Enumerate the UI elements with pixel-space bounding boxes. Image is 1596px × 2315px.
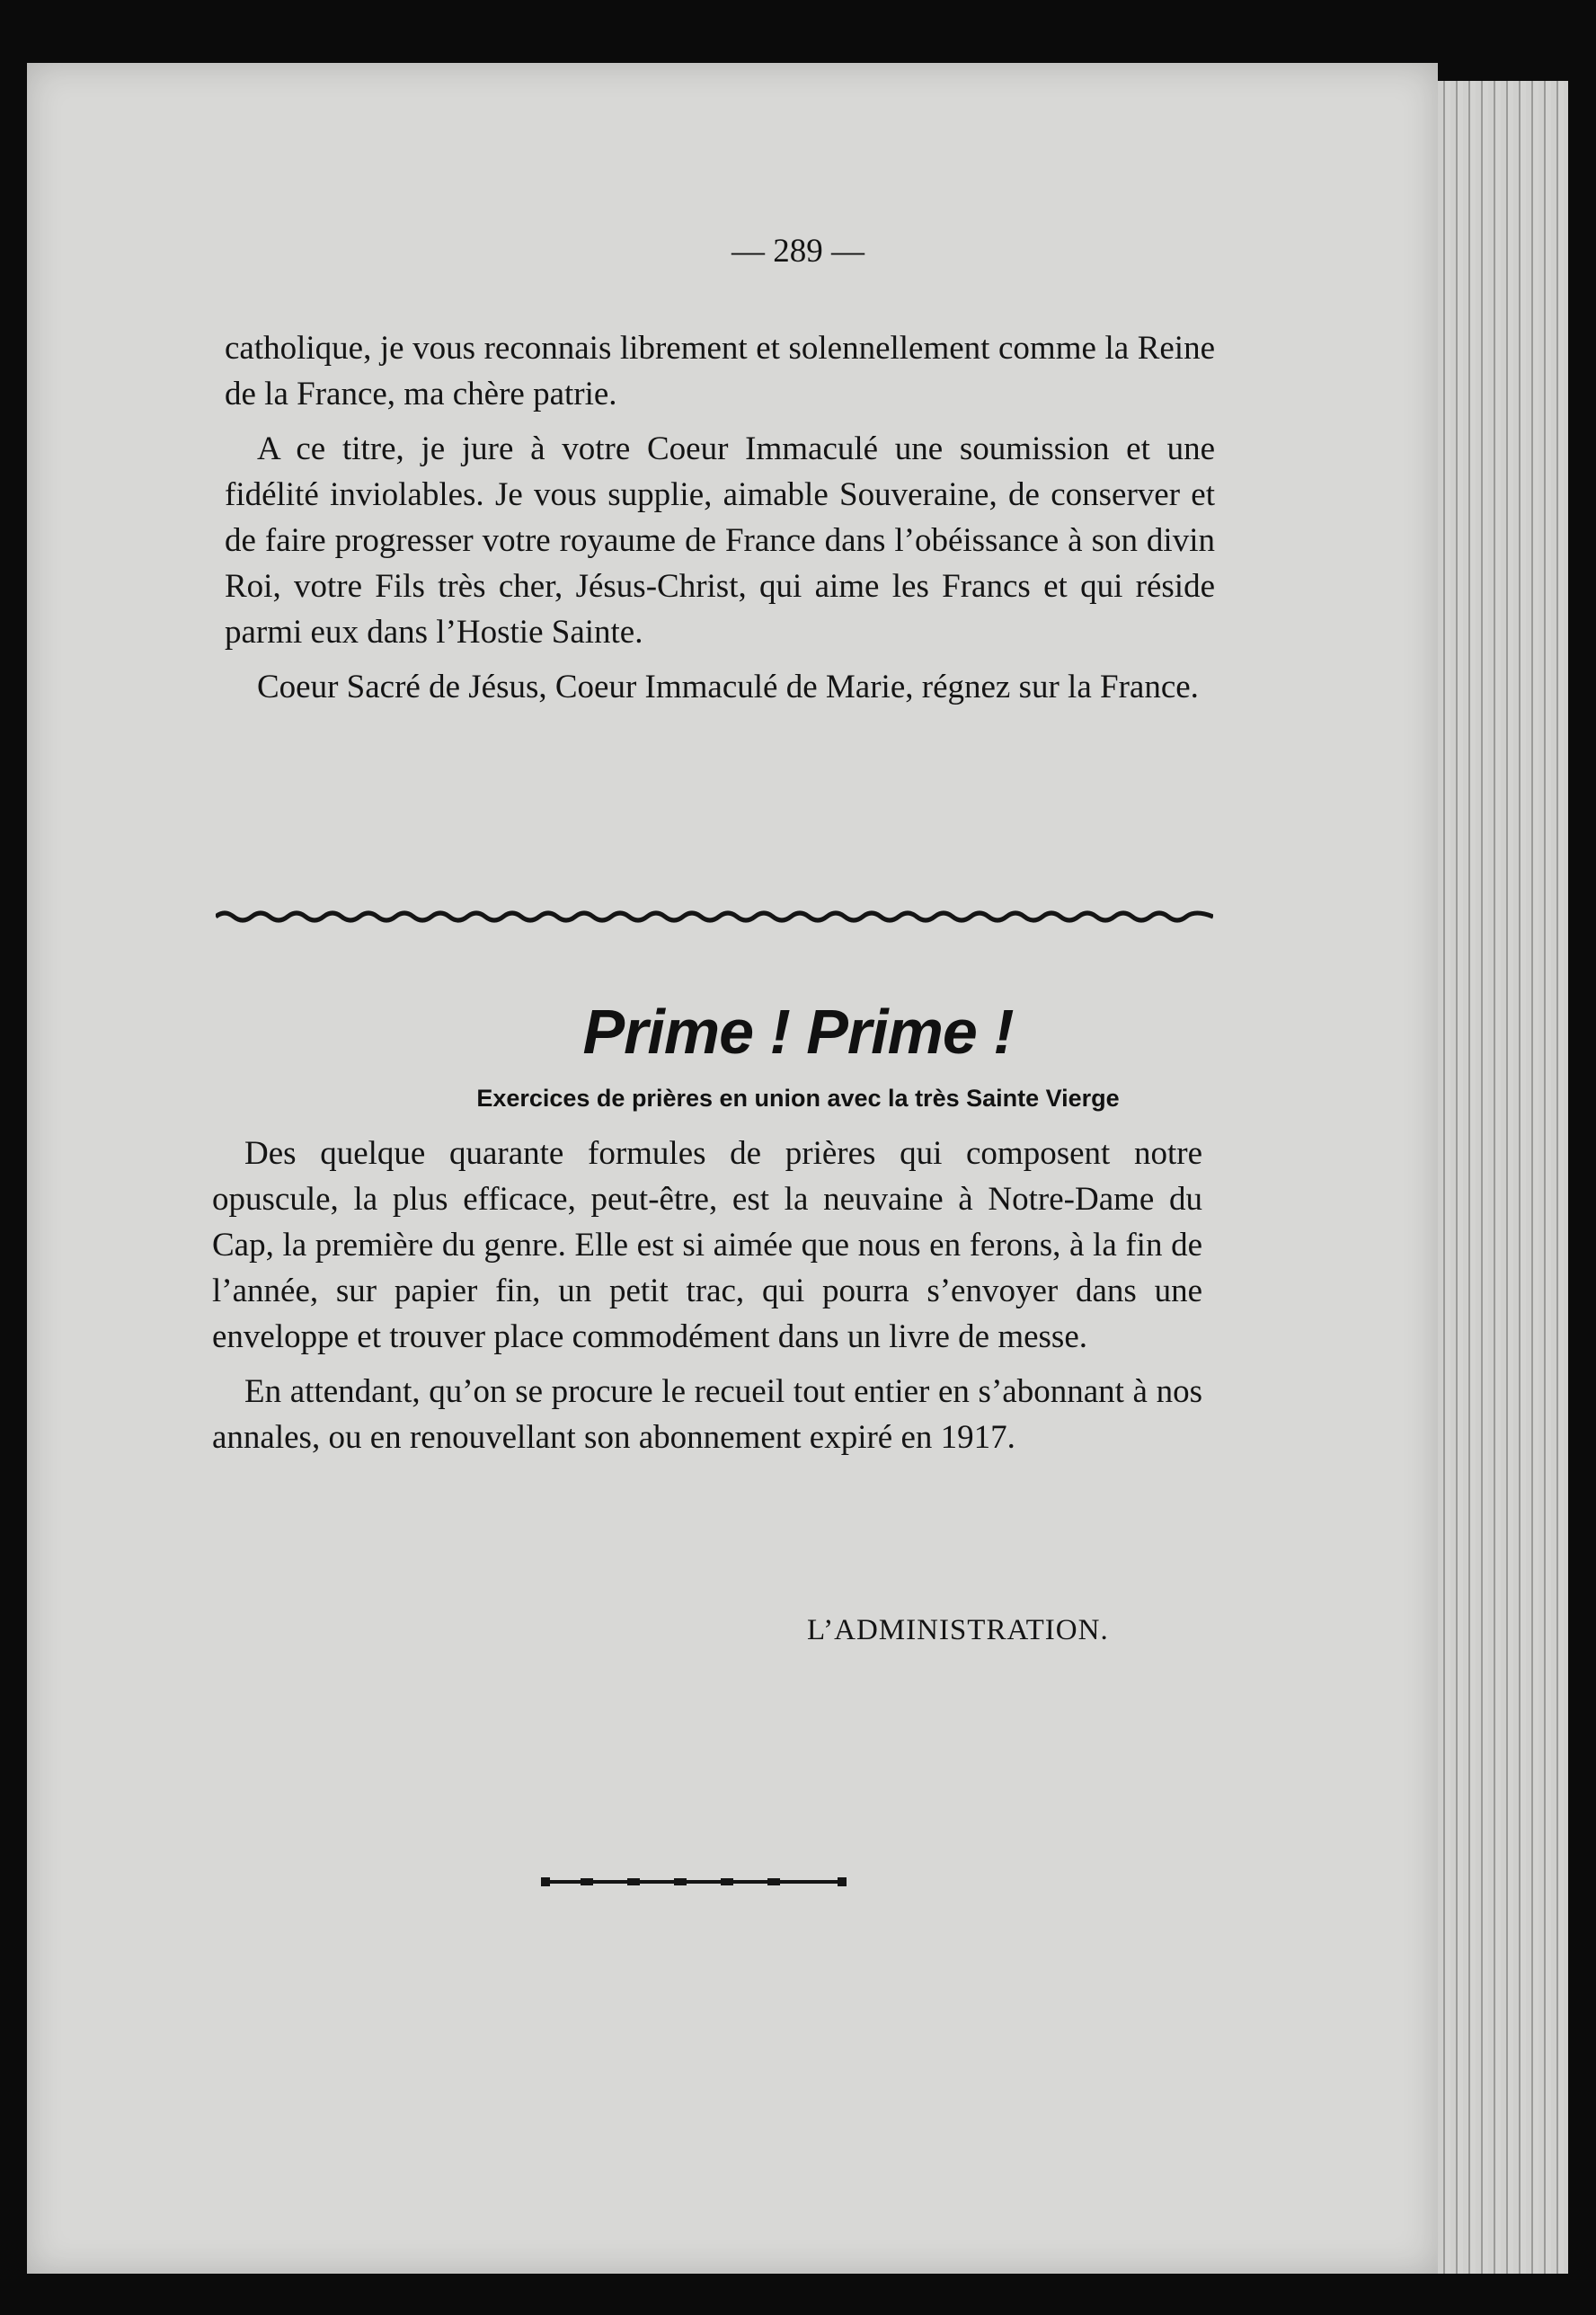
- consecration-text: [225, 325, 1215, 719]
- paragraph: En attendant, qu’on se procure le recueil tout entier en s’abonnant à nos annales, ou en renouvellant son abonnement expiré en 1917.: [212, 1373, 1202, 1456]
- paragraph: Coeur Sacré de Jésus, Coeur Immaculé de Marie, régnez sur la France.: [257, 669, 1199, 705]
- signature: L’ADMINISTRATION.: [807, 1614, 1109, 1646]
- paragraph: catholique, je vous reconnais librement et solennellement comme la Reine de la France, ma chère patrie.: [225, 330, 1215, 412]
- paragraph: Des quelque quarante formules de prières qui composent notre opuscule, la plus efficace, peut-être, est la neuvaine à Notre-Dame du Cap, la première du genre. Elle est si aimée que nous en ferons, à la fin de l’année, sur papier fin, un petit trac, qui pourra s’envoyer dans une enveloppe et trouver place commodément dans un livre de messe.: [212, 1135, 1202, 1355]
- paragraph: A ce titre, je jure à votre Coeur Immaculé une soumission et une fidélité inviolables. Je vous supplie, aimable Souveraine, de conserver et de faire progresser votre royaume de France dans l’obéissance à son divin Roi, votre Fils très cher, Jésus-Christ, qui aime les Francs et qui réside parmi eux dans l’Hostie Sainte.: [225, 430, 1215, 651]
- prime-heading: Prime ! Prime !: [582, 997, 1014, 1067]
- ornament-divider: [541, 1873, 847, 1891]
- page-edges: [1438, 81, 1568, 2274]
- prime-text: [212, 1131, 1202, 1469]
- wavy-divider: [216, 900, 1213, 933]
- page-number: — 289 —: [732, 233, 864, 270]
- prime-subheading: Exercices de prières en union avec la très Sainte Vierge: [476, 1085, 1120, 1112]
